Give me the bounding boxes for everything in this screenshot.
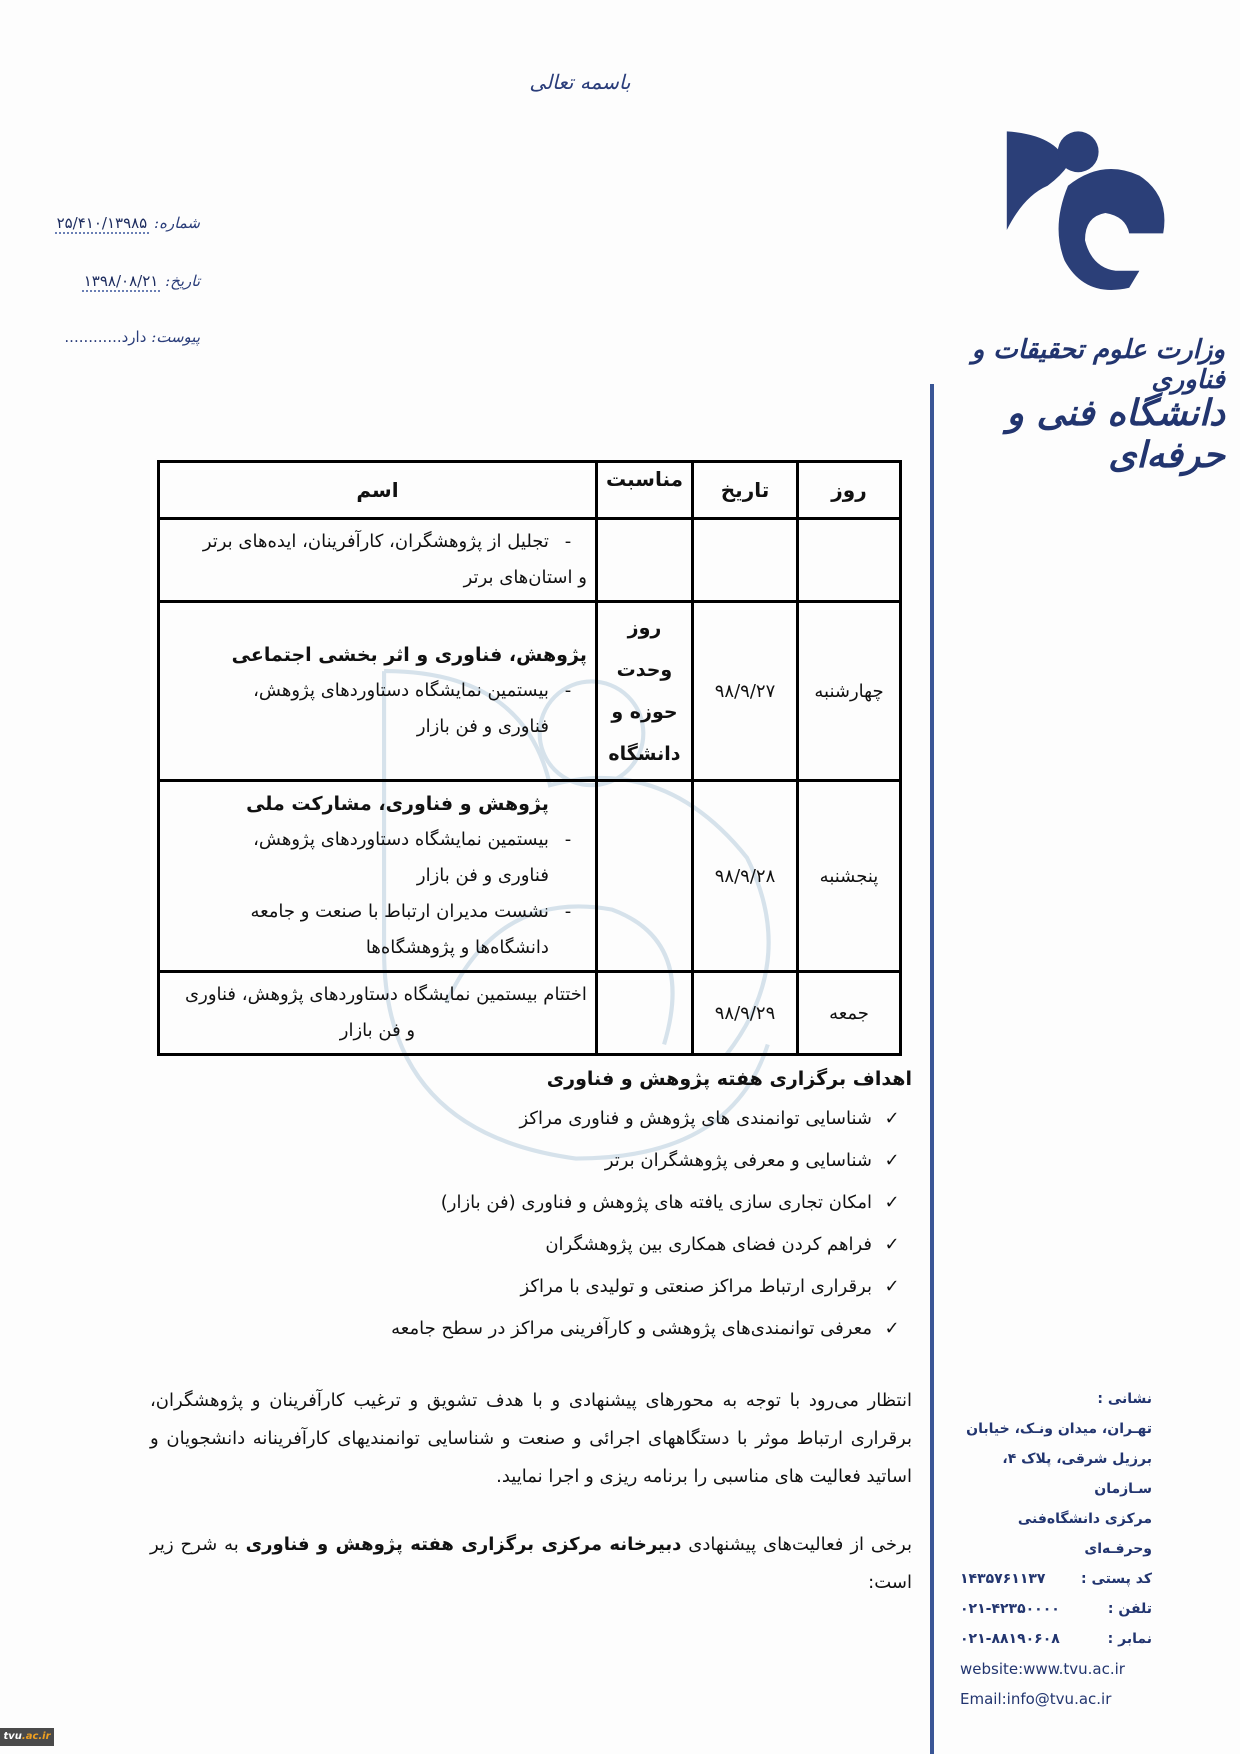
checkmark-icon: ✓ <box>884 1234 900 1255</box>
table-row <box>159 602 901 781</box>
postal-label: کد پستی : <box>1081 1571 1152 1587</box>
occasion-line: حوزه و <box>611 701 678 723</box>
cell-occasion <box>596 602 692 781</box>
table-row <box>159 781 901 972</box>
fax-value: ۰۲۱-۸۸۱۹۰۶۰۸ <box>960 1631 1060 1647</box>
address-line: مرکزی دانشگاه‌فنی وحرفـه‌ای <box>1017 1511 1152 1557</box>
goal-item: ✓شناسایی توانمندی های پژوهش و فناوری مراکز <box>340 1098 912 1140</box>
cell-day <box>798 519 901 602</box>
goal-item: ✓برقراری ارتباط مراکز صنعتی و تولیدی با مراکز <box>340 1266 912 1308</box>
bismillah: باسمه تعالی <box>529 70 631 94</box>
cell-day: چهارشنبه <box>798 602 901 781</box>
row-text: اختتام بیستمین نمایشگاه دستاوردهای پژوهش، فناوری <box>185 984 587 1005</box>
email-link[interactable]: Email:info@tvu.ac.ir <box>960 1690 1112 1708</box>
row-title: پژوهش و فناوری، مشارکت ملی <box>246 793 549 815</box>
goal-item: ✓امکان تجاری سازی یافته های پژوهش و فناوری (فن بازار) <box>340 1182 912 1224</box>
header-date: تاریخ <box>693 462 798 519</box>
attachment-value: دارد............ <box>64 328 147 346</box>
dash-icon: - <box>564 901 572 922</box>
schedule-table <box>157 460 902 1056</box>
cell-name <box>159 781 597 972</box>
header-occasion: مناسبت <box>596 462 692 519</box>
list-item-continuation: دانشگاه‌ها و پژوهشگاه‌ها <box>365 937 549 958</box>
cell-date <box>693 519 798 602</box>
postal-code <box>960 1564 1152 1594</box>
cell-name <box>159 972 597 1055</box>
website-link[interactable]: website:www.tvu.ac.ir <box>960 1660 1125 1678</box>
fax-label: نمابر : <box>1107 1631 1152 1647</box>
cell-date: ۹۸/۹/۲۷ <box>693 602 798 781</box>
body-paragraph: انتظار می‌رود با توجه به محورهای پیشنهادی و با هدف تشویق و ترغیب کارآفرینان و پژوهشگران، برقراری ارتباط موثر با دستگاههای اجرائی و صنعت و شناسایی توانمندیهای کارآفرینانه دانشجویان و اساتید فعالیت های مناسبی را برنامه ریزی و اجرا نمایید. <box>150 1390 912 1487</box>
checkmark-icon: ✓ <box>884 1318 900 1339</box>
list-item-continuation: فناوری و فن بازار <box>416 716 549 737</box>
tvu-logo-icon <box>1000 128 1170 298</box>
goal-item: ✓شناسایی و معرفی پژوهشگران برتر <box>340 1140 912 1182</box>
university-name: دانشگاه فنی و حرفه‌ای <box>1006 392 1225 476</box>
cell-occasion <box>596 781 692 972</box>
margin-divider <box>930 384 934 1754</box>
phone <box>960 1594 1152 1624</box>
table-row <box>159 519 901 602</box>
phone-label: تلفن : <box>1107 1601 1152 1617</box>
phone-value: ۰۲۱-۴۲۳۵۰۰۰۰ <box>960 1601 1060 1617</box>
dash-icon: - <box>564 531 572 552</box>
fax <box>960 1624 1152 1654</box>
dash-icon: - <box>564 680 572 701</box>
list-item-continuation: فناوری و فن بازار <box>416 865 549 886</box>
goal-item: ✓فراهم کردن فضای همکاری بین پژوهشگران <box>340 1224 912 1266</box>
cell-occasion <box>596 519 692 602</box>
attachment-label: پیوست: <box>151 328 200 346</box>
badge-domain: .ac.ir <box>21 1731 51 1742</box>
para-text: برخی از فعالیت‌های پیشنهادی <box>681 1534 912 1555</box>
occasion-line: روز <box>627 617 662 639</box>
site-badge[interactable] <box>0 1728 54 1746</box>
para-text: به شرح زیر است: <box>150 1534 912 1593</box>
cell-date: ۹۸/۹/۲۹ <box>693 972 798 1055</box>
postal-value: ۱۴۳۵۷۶۱۱۳۷ <box>960 1571 1046 1587</box>
list-item-continuation: و استان‌های برتر <box>463 567 587 588</box>
checkmark-icon: ✓ <box>884 1276 900 1297</box>
letter-date <box>30 272 200 290</box>
occasion-line: دانشگاه <box>608 743 681 765</box>
para-bold-text: دبیرخانه مرکزی برگزاری هفته پژوهش و فناوری <box>245 1534 682 1555</box>
list-item: -بیستمین نمایشگاه دستاوردهای پژوهش، <box>168 673 587 709</box>
goals-section <box>340 1068 912 1350</box>
address-line: تهـران، میدان ونـک، خیابان <box>966 1421 1152 1437</box>
checkmark-icon: ✓ <box>884 1192 900 1213</box>
body-paragraph-activities <box>150 1526 912 1602</box>
cell-day: جمعه <box>798 972 901 1055</box>
dash-icon: - <box>564 829 572 850</box>
table-row <box>159 972 901 1055</box>
checkmark-icon: ✓ <box>884 1108 900 1129</box>
cell-name <box>159 519 597 602</box>
address-block <box>960 1384 1152 1714</box>
goal-item: ✓معرفی توانمندی‌های پژوهشی و کارآفرینی مراکز در سطح جامعه <box>340 1308 912 1350</box>
header-name: اسم <box>159 462 597 519</box>
badge-text: tvu <box>3 1731 22 1742</box>
table-header-row <box>159 462 901 519</box>
list-item: -نشست مدیران ارتباط با صنعت و جامعه <box>168 894 587 930</box>
row-text-continuation: و فن بازار <box>339 1020 416 1041</box>
list-item: -تجلیل از پژوهشگران، کارآفرینان، ایده‌های برتر <box>168 524 587 560</box>
goals-list <box>340 1098 912 1350</box>
goals-title: اهداف برگزاری هفته پژوهش و فناوری <box>546 1068 912 1090</box>
number-value: ۲۵/۴۱۰/۱۳۹۸۵ <box>56 214 148 232</box>
date-label: تاریخ: <box>165 272 200 290</box>
number-label: شماره: <box>154 214 200 232</box>
header-day: روز <box>798 462 901 519</box>
address-line: برزیل شرقی، پلاک ۴، سـازمان <box>1002 1451 1152 1497</box>
checkmark-icon: ✓ <box>884 1150 900 1171</box>
cell-day: پنجشنبه <box>798 781 901 972</box>
ministry-name: وزارت علوم تحقیقات و فناوری <box>971 335 1225 395</box>
occasion-line: وحدت <box>616 659 673 681</box>
cell-date: ۹۸/۹/۲۸ <box>693 781 798 972</box>
date-value: ۱۳۹۸/۰۸/۲۱ <box>83 272 159 290</box>
row-title: پژوهش، فناوری و اثر بخشی اجتماعی <box>231 644 587 666</box>
letter-attachment <box>30 328 200 346</box>
address-label: نشانی : <box>1097 1391 1152 1407</box>
letter-number <box>30 214 200 232</box>
cell-occasion <box>596 972 692 1055</box>
cell-name <box>159 602 597 781</box>
list-item: -بیستمین نمایشگاه دستاوردهای پژوهش، <box>168 822 587 858</box>
